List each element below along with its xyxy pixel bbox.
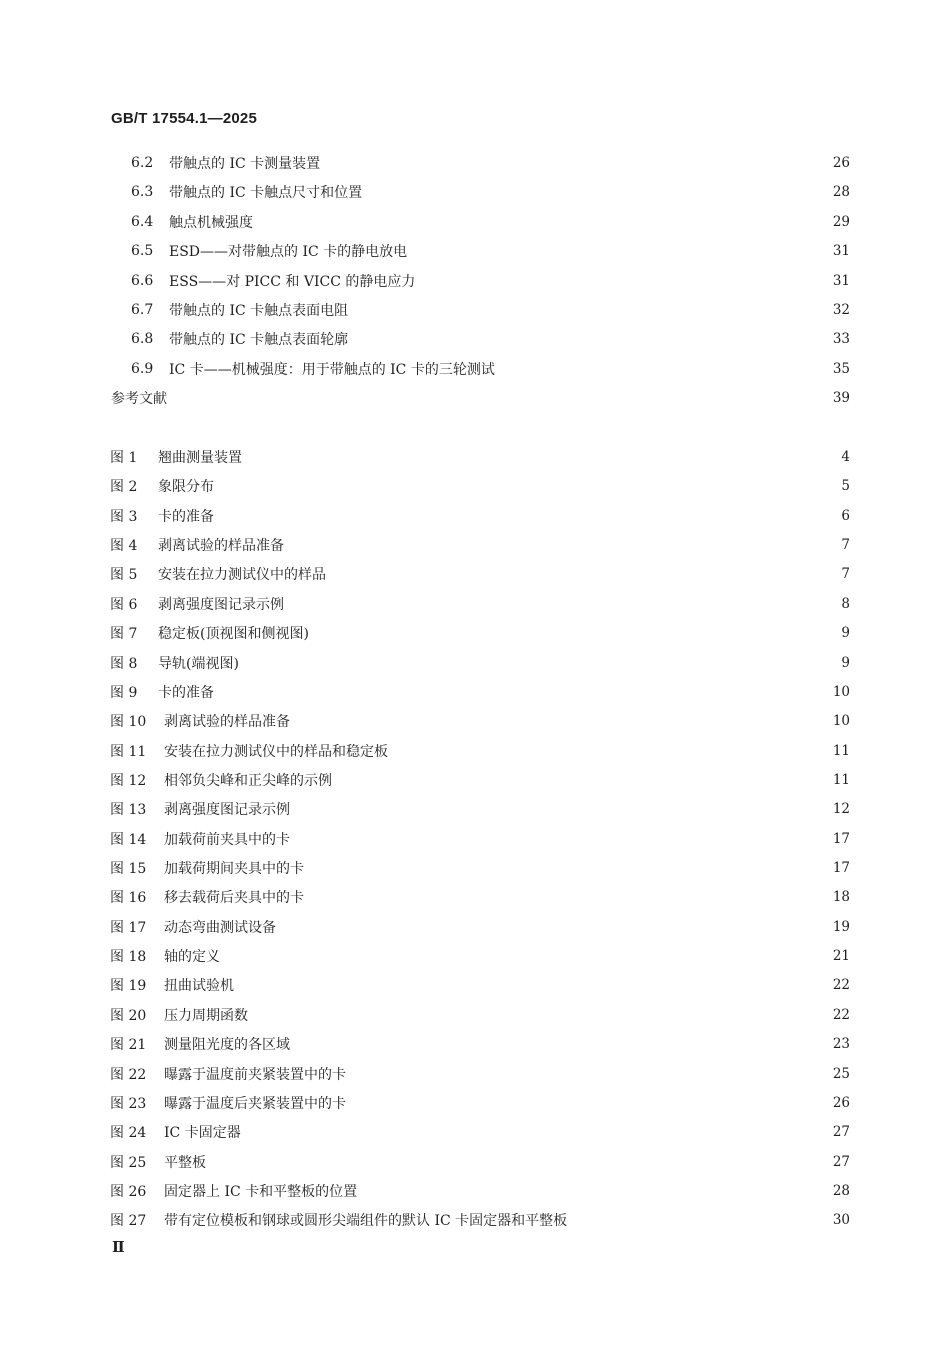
entry-number: 图 5 [110, 567, 138, 584]
entry-page-number: 26 [832, 155, 850, 171]
entry-number: 图 9 [110, 684, 138, 701]
dot-leader [310, 861, 825, 875]
toc-figure-entry[interactable] [110, 505, 850, 527]
entry-title: 加载荷期间夹具中的卡 [164, 861, 304, 878]
entry-title: 卡的准备 [158, 508, 214, 525]
toc-figure-entry[interactable] [110, 945, 850, 967]
entry-page-number: 27 [832, 1124, 850, 1141]
entry-number: 图 7 [110, 626, 138, 643]
toc-figure-entry[interactable] [110, 1180, 850, 1202]
entry-title: 象限分布 [158, 479, 214, 496]
entry-page-number: 31 [832, 272, 850, 289]
entry-number: 图 21 [110, 1037, 147, 1054]
entry-title: 稳定板(顶视图和侧视图) [158, 626, 309, 643]
dot-leader [394, 744, 825, 758]
toc-figure-entry[interactable] [110, 798, 850, 820]
entry-number: 图 2 [110, 479, 138, 496]
entry-page-number: 10 [832, 683, 850, 700]
entry-page-number: 35 [832, 360, 850, 377]
entry-page-number: 8 [841, 595, 850, 612]
dot-leader [310, 890, 825, 904]
entry-page-number: 12 [832, 801, 850, 818]
entry-title: 带触点的 IC 卡测量装置 [169, 156, 321, 172]
entry-number: 图 13 [110, 802, 147, 819]
toc-section-entry[interactable] [131, 240, 850, 262]
toc-figure-entry[interactable] [110, 446, 850, 468]
entry-number: 图 8 [110, 655, 138, 672]
entry-number: 图 15 [110, 861, 147, 878]
entry-number: 图 26 [110, 1184, 147, 1200]
entry-page-number: 17 [832, 830, 850, 847]
entry-page-number: 10 [832, 713, 850, 730]
entry-title: 带有定位模板和钢球或圆形尖端组件的默认 IC 卡固定器和平整板 [164, 1213, 568, 1230]
toc-references-entry[interactable] [111, 387, 850, 409]
dot-leader [248, 450, 826, 464]
entry-title: 测量阻光度的各区域 [164, 1037, 290, 1054]
toc-figure-entry[interactable] [110, 652, 850, 674]
dot-leader [220, 479, 826, 493]
entry-title: 翘曲测量装置 [158, 450, 242, 466]
dot-leader [259, 215, 825, 229]
entry-number: 图 22 [110, 1066, 147, 1083]
dot-leader [332, 567, 826, 581]
entry-title: 扭曲试验机 [164, 978, 234, 995]
toc-section-entry[interactable] [131, 299, 850, 321]
toc-figure-entry[interactable] [110, 710, 850, 732]
toc-figure-entry[interactable] [110, 622, 850, 644]
entry-number: 图 25 [110, 1154, 147, 1171]
entry-number: 图 6 [110, 596, 138, 613]
toc-figure-entry[interactable] [110, 563, 850, 585]
entry-title: 动态弯曲测试设备 [164, 919, 276, 936]
entry-title: 固定器上 IC 卡和平整板的位置 [164, 1184, 358, 1200]
entry-number: 图 24 [110, 1125, 147, 1142]
entry-number: 图 18 [110, 949, 147, 966]
entry-title: 安装在拉力测试仪中的样品 [158, 567, 326, 584]
entry-number: 6.6 [131, 272, 154, 289]
entry-title: 带触点的 IC 卡触点表面电阻 [169, 303, 349, 319]
entry-title: 安装在拉力测试仪中的样品和稳定板 [164, 743, 388, 760]
toc-figure-entry[interactable] [110, 1033, 850, 1055]
entry-page-number: 32 [832, 302, 850, 318]
entry-page-number: 30 [832, 1212, 850, 1229]
toc-figure-entry[interactable] [110, 593, 850, 615]
entry-title: 移去载荷后夹具中的卡 [164, 890, 304, 907]
dot-leader [413, 244, 825, 258]
entry-page-number: 17 [832, 860, 850, 877]
entry-page-number: 21 [832, 948, 850, 965]
page-number-footer: Ⅱ [112, 1238, 125, 1256]
entry-page-number: 11 [832, 742, 850, 759]
entry-page-number: 19 [832, 918, 850, 935]
toc-figure-entry[interactable] [110, 769, 850, 791]
entry-title: 轴的定义 [164, 949, 220, 966]
toc-section-entry[interactable] [131, 211, 850, 233]
entry-title: IC 卡固定器 [164, 1125, 241, 1142]
dot-leader [352, 1067, 825, 1081]
toc-figure-entry[interactable] [110, 1151, 850, 1173]
entry-number: 图 17 [110, 919, 147, 936]
entry-page-number: 4 [841, 449, 850, 465]
entry-title: 剥离试验的样品准备 [158, 538, 284, 555]
dot-leader [421, 274, 824, 288]
entry-page-number: 7 [841, 566, 850, 583]
toc-figure-entry[interactable] [110, 974, 850, 996]
entry-number: 图 1 [110, 450, 138, 466]
entry-title: 带触点的 IC 卡触点表面轮廓 [169, 332, 349, 349]
toc-figure-entry[interactable] [110, 475, 850, 497]
entry-number: 图 16 [110, 890, 147, 907]
toc-figure-entry[interactable] [110, 1004, 850, 1026]
entry-title: IC 卡——机械强度：用于带触点的 IC 卡的三轮测试 [169, 361, 495, 378]
entry-page-number: 39 [832, 390, 850, 406]
entry-title: 相邻负尖峰和正尖峰的示例 [164, 772, 332, 789]
toc-section-entry[interactable] [131, 358, 850, 380]
dot-leader [296, 1037, 825, 1051]
document-header: GB/T 17554.1—2025 [111, 110, 257, 127]
dot-leader [212, 1155, 825, 1169]
toc-section-entry[interactable] [131, 328, 850, 350]
entry-title: 平整板 [164, 1154, 206, 1171]
entry-number: 图 23 [110, 1095, 147, 1112]
dot-leader [573, 1213, 825, 1227]
toc-figure-entry[interactable] [110, 1209, 850, 1231]
toc-figure-entry[interactable] [110, 916, 850, 938]
entry-number: 6.5 [131, 243, 154, 260]
dot-leader [368, 185, 825, 199]
entry-number: 6.2 [131, 155, 154, 171]
entry-page-number: 9 [841, 654, 850, 671]
entry-page-number: 22 [832, 977, 850, 994]
entry-number: 图 11 [110, 743, 147, 760]
toc-figure-entry[interactable] [110, 681, 850, 703]
entry-number: 6.7 [131, 302, 154, 318]
entry-page-number: 5 [841, 478, 850, 495]
entry-title: 导轨(端视图) [158, 655, 239, 672]
dot-leader [240, 978, 825, 992]
toc-figure-entry[interactable] [110, 828, 850, 850]
entry-number: 图 20 [110, 1007, 147, 1024]
toc-figure-entry[interactable] [110, 857, 850, 879]
toc-figure-entry[interactable] [110, 1063, 850, 1085]
entry-number: 6.9 [131, 360, 154, 377]
dot-leader [354, 303, 825, 317]
dot-leader [338, 773, 825, 787]
entry-title: 剥离强度图记录示例 [164, 802, 290, 819]
entry-number: 6.8 [131, 331, 154, 348]
entry-title: 曝露于温度后夹紧装置中的卡 [164, 1095, 346, 1112]
dot-leader [282, 920, 825, 934]
entry-number: 图 3 [110, 508, 138, 525]
dot-leader [354, 332, 825, 346]
dot-leader [226, 949, 825, 963]
entry-title: 曝露于温度前夹紧装置中的卡 [164, 1066, 346, 1083]
dot-leader [290, 597, 826, 611]
dot-leader [247, 1125, 825, 1139]
entry-page-number: 26 [832, 1094, 850, 1111]
dot-leader [352, 1096, 825, 1110]
entry-page-number: 31 [832, 243, 850, 260]
toc-figure-entry[interactable] [110, 534, 850, 556]
toc-section-entry[interactable] [131, 181, 850, 203]
dot-leader [363, 1184, 825, 1198]
entry-title: 参考文献 [111, 391, 167, 407]
entry-page-number: 6 [841, 507, 850, 524]
toc-section-entry[interactable] [131, 152, 850, 174]
entry-page-number: 9 [841, 625, 850, 642]
entry-title: ESS——对 PICC 和 VICC 的静电应力 [169, 273, 416, 290]
dot-leader [220, 509, 826, 523]
entry-number: 图 19 [110, 978, 147, 995]
toc-figure-entry[interactable] [110, 1121, 850, 1143]
dot-leader [290, 538, 826, 552]
toc-section-entry[interactable] [131, 270, 850, 292]
toc-figure-entry[interactable] [110, 886, 850, 908]
entry-title: 剥离强度图记录示例 [158, 596, 284, 613]
dot-leader [296, 802, 825, 816]
entry-title: ESD——对带触点的 IC 卡的静电放电 [169, 244, 408, 261]
entry-number: 图 14 [110, 831, 147, 848]
entry-page-number: 7 [841, 537, 850, 554]
dot-leader [254, 1008, 825, 1022]
toc-figure-entry[interactable] [110, 740, 850, 762]
entry-title: 加载荷前夹具中的卡 [164, 831, 290, 848]
dot-leader [173, 391, 825, 405]
dot-leader [501, 362, 825, 376]
entry-title: 剥离试验的样品准备 [164, 714, 290, 731]
entry-page-number: 27 [832, 1153, 850, 1170]
entry-page-number: 28 [832, 1183, 850, 1199]
dot-leader [296, 714, 825, 728]
entry-page-number: 11 [832, 771, 850, 788]
entry-page-number: 28 [832, 184, 850, 201]
entry-page-number: 18 [832, 889, 850, 906]
entry-page-number: 29 [832, 213, 850, 230]
toc-figure-entry[interactable] [110, 1092, 850, 1114]
entry-title: 卡的准备 [158, 684, 214, 701]
entry-page-number: 25 [832, 1065, 850, 1082]
entry-title: 压力周期函数 [164, 1007, 248, 1024]
entry-page-number: 22 [832, 1006, 850, 1023]
dot-leader [220, 685, 825, 699]
entry-page-number: 33 [832, 331, 850, 348]
entry-title: 带触点的 IC 卡触点尺寸和位置 [169, 185, 363, 202]
dot-leader [245, 656, 826, 670]
dot-leader [326, 156, 825, 170]
entry-page-number: 23 [832, 1036, 850, 1053]
entry-number: 6.3 [131, 184, 154, 201]
entry-number: 图 4 [110, 538, 138, 555]
entry-number: 6.4 [131, 213, 154, 230]
entry-number: 图 12 [110, 772, 147, 789]
entry-number: 图 10 [110, 714, 147, 731]
entry-title: 触点机械强度 [169, 214, 253, 231]
dot-leader [315, 626, 826, 640]
dot-leader [296, 832, 825, 846]
entry-number: 图 27 [110, 1213, 147, 1230]
